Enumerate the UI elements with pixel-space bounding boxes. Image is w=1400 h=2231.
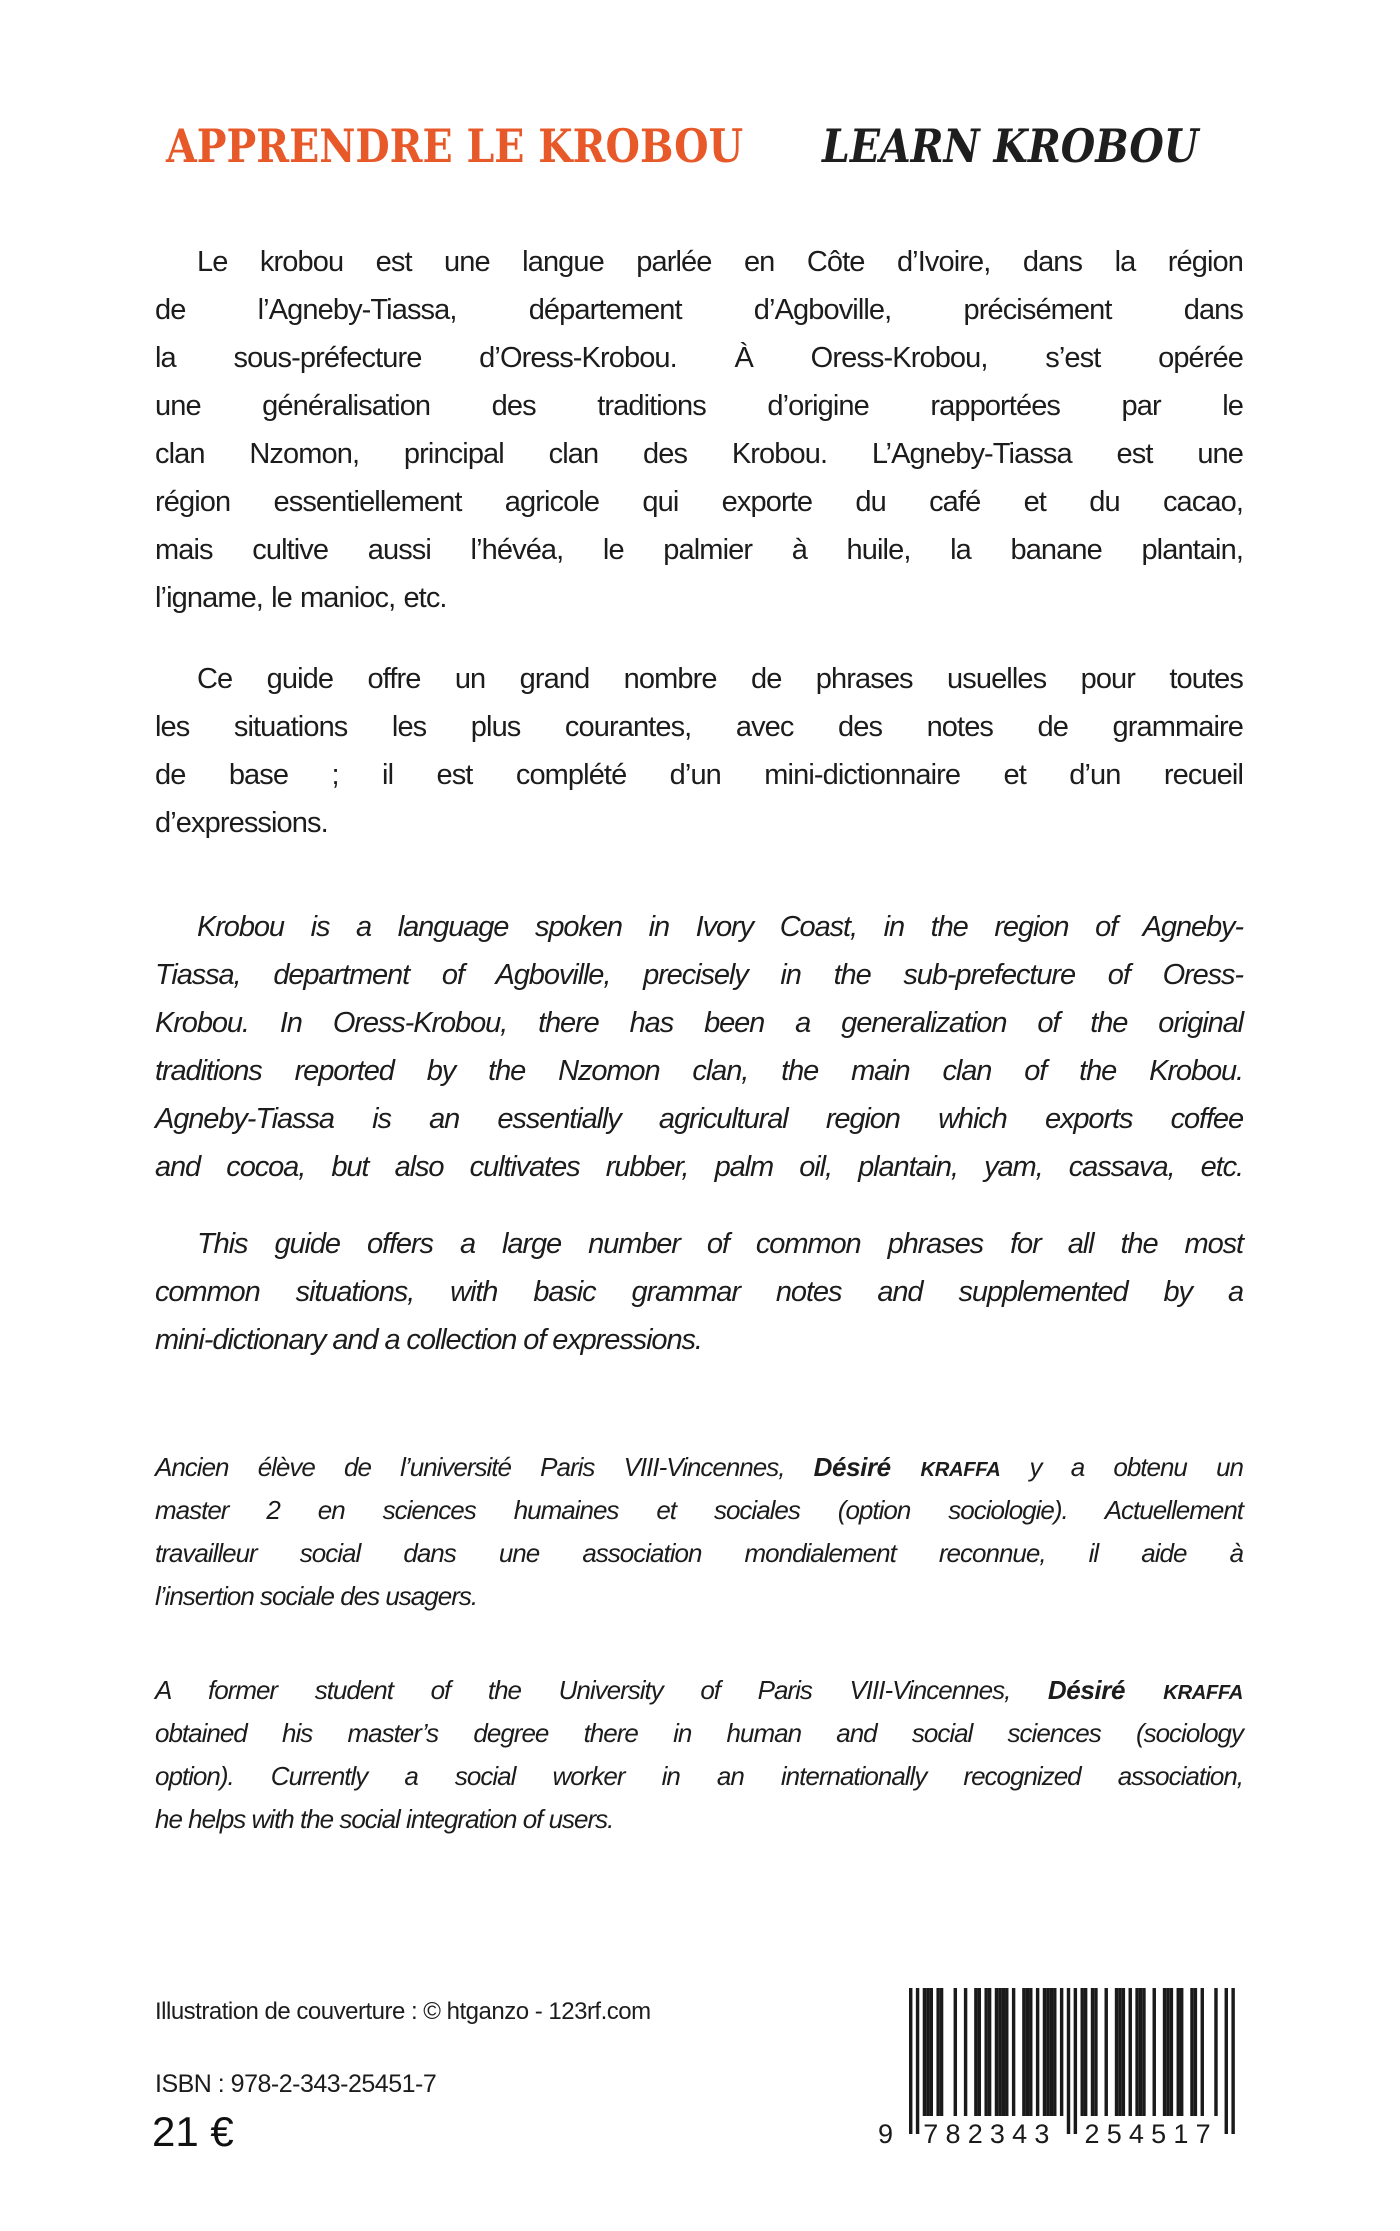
cover-illustration-credit: Illustration de couverture : © htganzo - 123rf.com — [155, 1998, 651, 2025]
isbn-barcode — [878, 1986, 1240, 2152]
author-first-name: Désiré — [1047, 1675, 1126, 1705]
author-name — [1048, 1675, 1243, 1705]
isbn: ISBN : 978-2-343-25451-7 — [155, 2070, 437, 2098]
text-line — [155, 1446, 1243, 1489]
text-line: Tiassa, department of Agboville, precisely in the sub-prefecture of Oress- — [155, 959, 1243, 991]
text-line: obtained his master’s degree there in human and social sciences (sociology — [155, 1718, 1243, 1748]
text-line: la sous-préfecture d’Oress-Krobou. À Oress-Krobou, s’est opérée — [155, 342, 1243, 374]
text-line: mini-dictionary and a collection of expressions. — [155, 1324, 702, 1356]
author-bio-en — [155, 1669, 1243, 1841]
author-first-name: Désiré — [813, 1452, 891, 1482]
text-line: d’expressions. — [155, 807, 328, 839]
text-line: Krobou is a language spoken in Ivory Coast, in the region of Agneby- — [197, 911, 1243, 943]
description-en-paragraph-1 — [155, 903, 1243, 1191]
text-line: traditions reported by the Nzomon clan, the main clan of the Krobou. — [155, 1055, 1243, 1087]
price: 21 € — [152, 2108, 234, 2155]
book-title — [166, 118, 1246, 174]
svg-text:9: 9 — [878, 2119, 894, 2149]
text-line: les situations les plus courantes, avec des notes de grammaire — [155, 711, 1243, 743]
text-line: he helps with the social integration of users. — [155, 1804, 614, 1834]
author-name — [814, 1452, 1001, 1482]
text-line: master 2 en sciences humaines et sociales (option sociologie). Actuellement — [155, 1495, 1243, 1525]
author-last-name: KRAFFA — [920, 1459, 1001, 1481]
text-line: de l’Agneby-Tiassa, département d’Agboville, précisément dans — [155, 294, 1243, 326]
description-fr-paragraph-2 — [155, 655, 1243, 847]
title-french: APPRENDRE LE KROBOU — [166, 119, 744, 173]
bio-text: y a obtenu un — [1029, 1452, 1244, 1482]
author-last-name: KRAFFA — [1163, 1682, 1243, 1704]
barcode-icon — [878, 1986, 1240, 2152]
text-line: Le krobou est une langue parlée en Côte d’Ivoire, dans la région — [197, 246, 1243, 278]
svg-text:254517: 254517 — [1084, 2119, 1218, 2149]
text-line: Agneby-Tiassa is an essentially agricultural region which exports coffee — [155, 1103, 1243, 1135]
text-line: mais cultive aussi l’hévéa, le palmier à huile, la banane plantain, — [155, 534, 1243, 566]
text-line: de base ; il est complété d’un mini-dictionnaire et d’un recueil — [155, 759, 1243, 791]
description-en-paragraph-2 — [155, 1220, 1243, 1364]
description-fr-paragraph-1 — [155, 238, 1243, 622]
text-line: and cocoa, but also cultivates rubber, palm oil, plantain, yam, cassava, etc. — [155, 1151, 1243, 1183]
title-english: LEARN KROBOU — [822, 119, 1199, 173]
text-line: Ce guide offre un grand nombre de phrases usuelles pour toutes — [197, 663, 1243, 695]
text-line: option). Currently a social worker in an internationally recognized association, — [155, 1761, 1243, 1791]
bio-text: A former student of the University of Paris VIII-Vincennes, — [155, 1675, 1011, 1705]
text-line: une généralisation des traditions d’origine rapportées par le — [155, 390, 1243, 422]
author-bio-fr — [155, 1446, 1243, 1618]
text-line: clan Nzomon, principal clan des Krobou. L’Agneby-Tiassa est une — [155, 438, 1243, 470]
text-line: travailleur social dans une association mondialement reconnue, il aide à — [155, 1538, 1243, 1568]
text-line: This guide offers a large number of common phrases for all the most — [197, 1228, 1243, 1260]
text-line — [155, 1669, 1243, 1712]
text-line: Krobou. In Oress-Krobou, there has been a generalization of the original — [155, 1007, 1243, 1039]
bio-text: Ancien élève de l’université Paris VIII-Vincennes, — [155, 1452, 785, 1482]
text-line: région essentiellement agricole qui exporte du café et du cacao, — [155, 486, 1243, 518]
text-line: l’igname, le manioc, etc. — [155, 582, 447, 614]
svg-text:782343: 782343 — [923, 2119, 1057, 2149]
text-line: common situations, with basic grammar notes and supplemented by a — [155, 1276, 1243, 1308]
text-line: l’insertion sociale des usagers. — [155, 1581, 478, 1611]
